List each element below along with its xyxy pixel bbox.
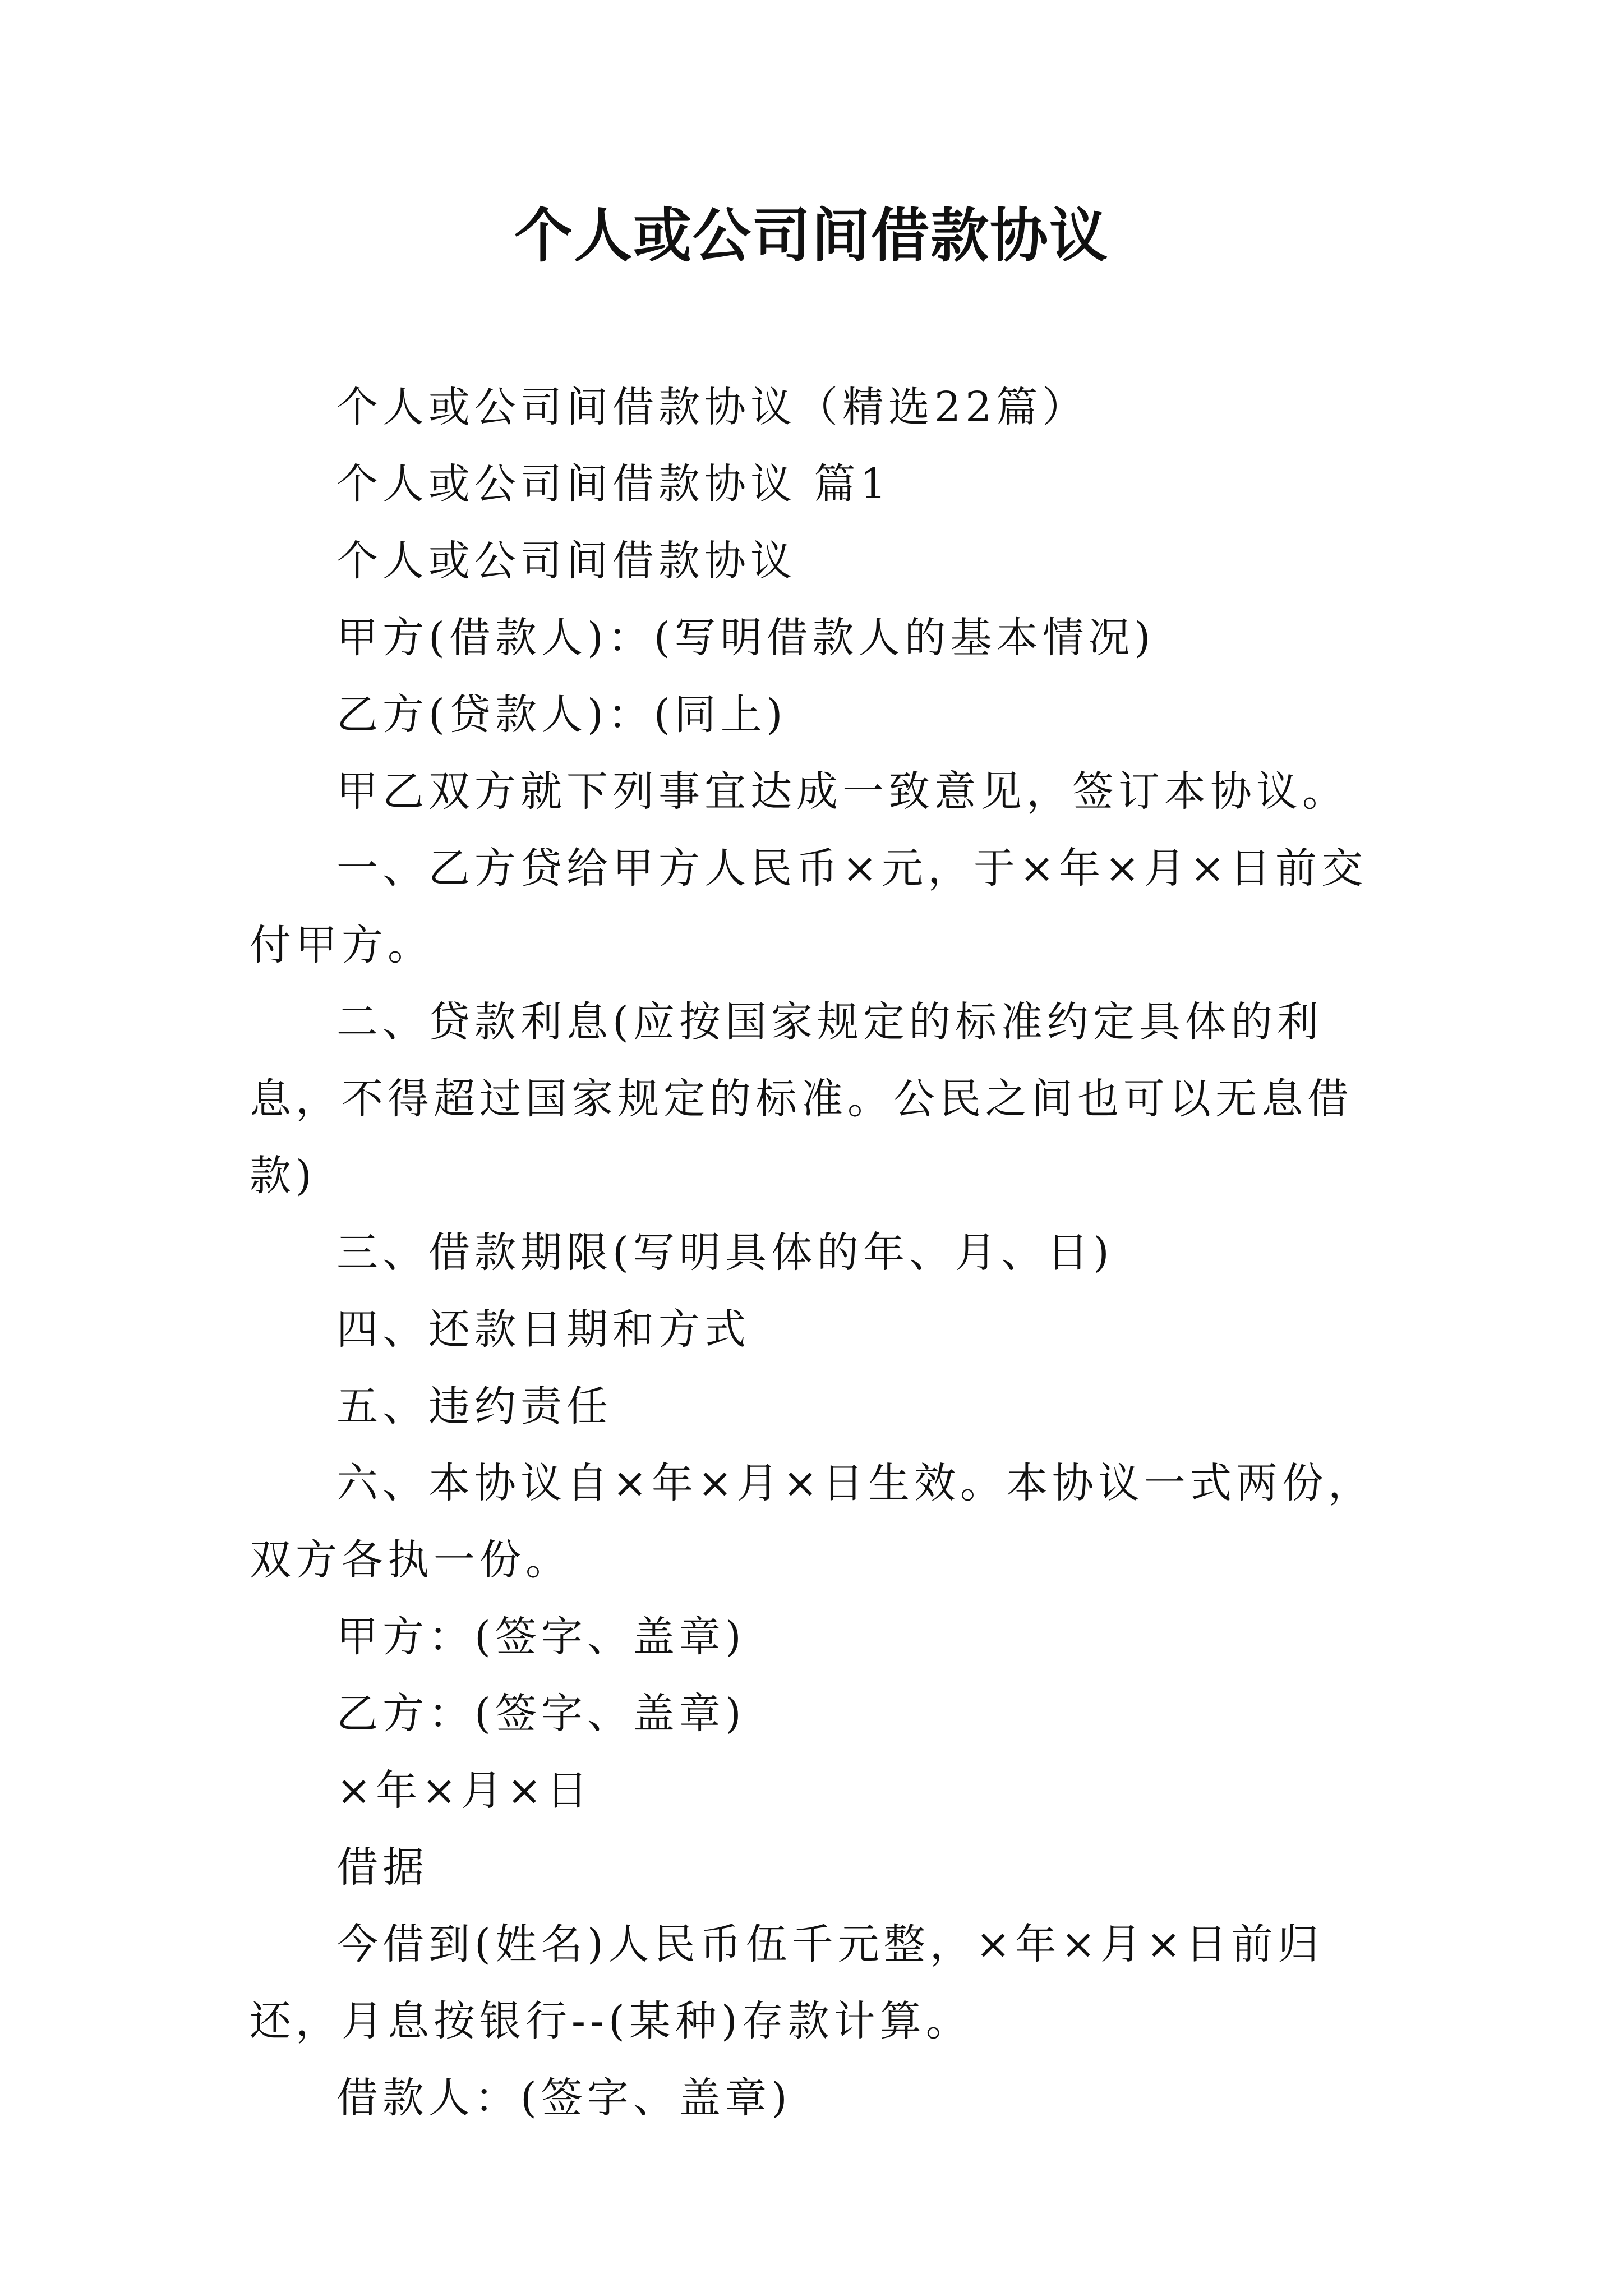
paragraph-11: 五、违约责任 — [336, 1382, 612, 1430]
paragraph-3: 个人或公司间借款协议 — [336, 537, 796, 585]
paragraph-12: 六、本协议自×年×月×日生效。本协议一式两份，双方各执一份。 — [250, 1459, 1375, 1584]
paragraph-8: 二、贷款利息(应按国家规定的标准约定具体的利息，不得超过国家规定的标准。公民之间也可以无息借款) — [250, 998, 1353, 1200]
document-title: 个人或公司间借款协议 — [514, 201, 1109, 270]
paragraph-14: 乙方：(签字、盖章) — [336, 1690, 746, 1738]
paragraph-1: 个人或公司间借款协议（精选22篇） — [336, 383, 1089, 431]
paragraph-13: 甲方：(签字、盖章) — [336, 1613, 746, 1661]
paragraph-4: 甲方(借款人)：(写明借款人的基本情况) — [336, 614, 1155, 662]
paragraph-17: 今借到(姓名)人民币伍千元整，×年×月×日前归还，月息按银行--(某种)存款计算。 — [250, 1920, 1324, 2045]
paragraph-5: 乙方(贷款人)：(同上) — [336, 691, 787, 739]
paragraph-10: 四、还款日期和方式 — [336, 1305, 750, 1354]
paragraph-7: 一、乙方贷给甲方人民币×元，于×年×月×日前交付甲方。 — [250, 844, 1368, 969]
paragraph-6: 甲乙双方就下列事宜达成一致意见，签订本协议。 — [336, 767, 1348, 816]
paragraph-18: 借款人：(签字、盖章) — [336, 2074, 792, 2122]
paragraph-2: 个人或公司间借款协议 篇1 — [336, 460, 891, 508]
document-body — [250, 369, 1410, 2137]
paragraph-9: 三、借款期限(写明具体的年、月、日) — [336, 1228, 1114, 1277]
paragraph-16: 借据 — [336, 1843, 428, 1892]
paragraph-15: ×年×月×日 — [336, 1766, 593, 1815]
